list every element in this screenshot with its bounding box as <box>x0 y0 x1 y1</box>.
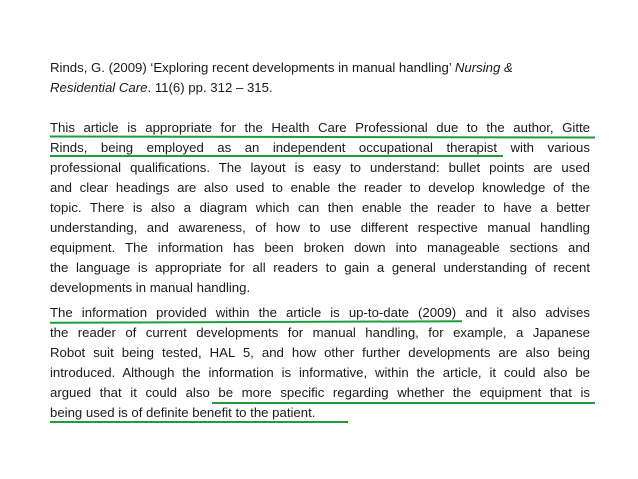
highlight-underline <box>50 421 348 423</box>
paragraph-line: equipment. The information has been broken down into manageable sections and <box>50 240 590 255</box>
paragraph-line: developments in manual handling. <box>50 280 251 295</box>
paragraph-line: topic. There is also a diagram which can then enable the reader to have a better <box>50 200 590 215</box>
paragraph-author-layout <box>50 118 590 298</box>
paragraph-line: argued that it could also be more specific regarding whether the equipment that is <box>50 385 590 400</box>
highlight-underline <box>212 402 595 404</box>
reference-journal-part-1: Nursing & <box>454 60 513 75</box>
paragraph-line: the language is appropriate for all readers to gain a general understanding of recent <box>50 260 590 275</box>
paragraph-line: being used is of definite benefit to the patient. <box>50 405 316 420</box>
highlight-underline <box>50 155 503 157</box>
paragraph-line: Rinds, being employed as an independent occupational therapist with various <box>50 140 590 155</box>
paragraph-line: This article is appropriate for the Health Care Professional due to the author, Gitte <box>50 120 590 135</box>
paragraph-line: professional qualifications. The layout is easy to understand: bullet points are used <box>50 160 590 175</box>
paragraph-line: Robot suit being tested, HAL 5, and how other further developments are also being <box>50 345 590 360</box>
paragraph-line: the reader of current developments for manual handling, for example, a Japanese <box>50 325 590 340</box>
paragraph-line: introduced. Although the information is informative, within the article, it could also be <box>50 365 590 380</box>
paragraph-line: and clear headings are also used to enable the reader to develop knowledge of the <box>50 180 590 195</box>
reference-line-1 <box>50 58 590 78</box>
reference-journal-part-2: Residential Care <box>50 80 148 95</box>
reference-authors-title: Rinds, G. (2009) ‘Exploring recent developments in manual handling’ <box>50 60 455 75</box>
reference-citation <box>50 58 590 98</box>
reference-volume-pages: . 11(6) pp. 312 – 315. <box>147 80 273 95</box>
paragraph-line: understanding, and awareness, of how to use different respective manual handling <box>50 220 590 235</box>
paragraph-line: The information provided within the article is up-to-date (2009) and it also advises <box>50 305 590 320</box>
reference-line-2 <box>50 78 590 98</box>
